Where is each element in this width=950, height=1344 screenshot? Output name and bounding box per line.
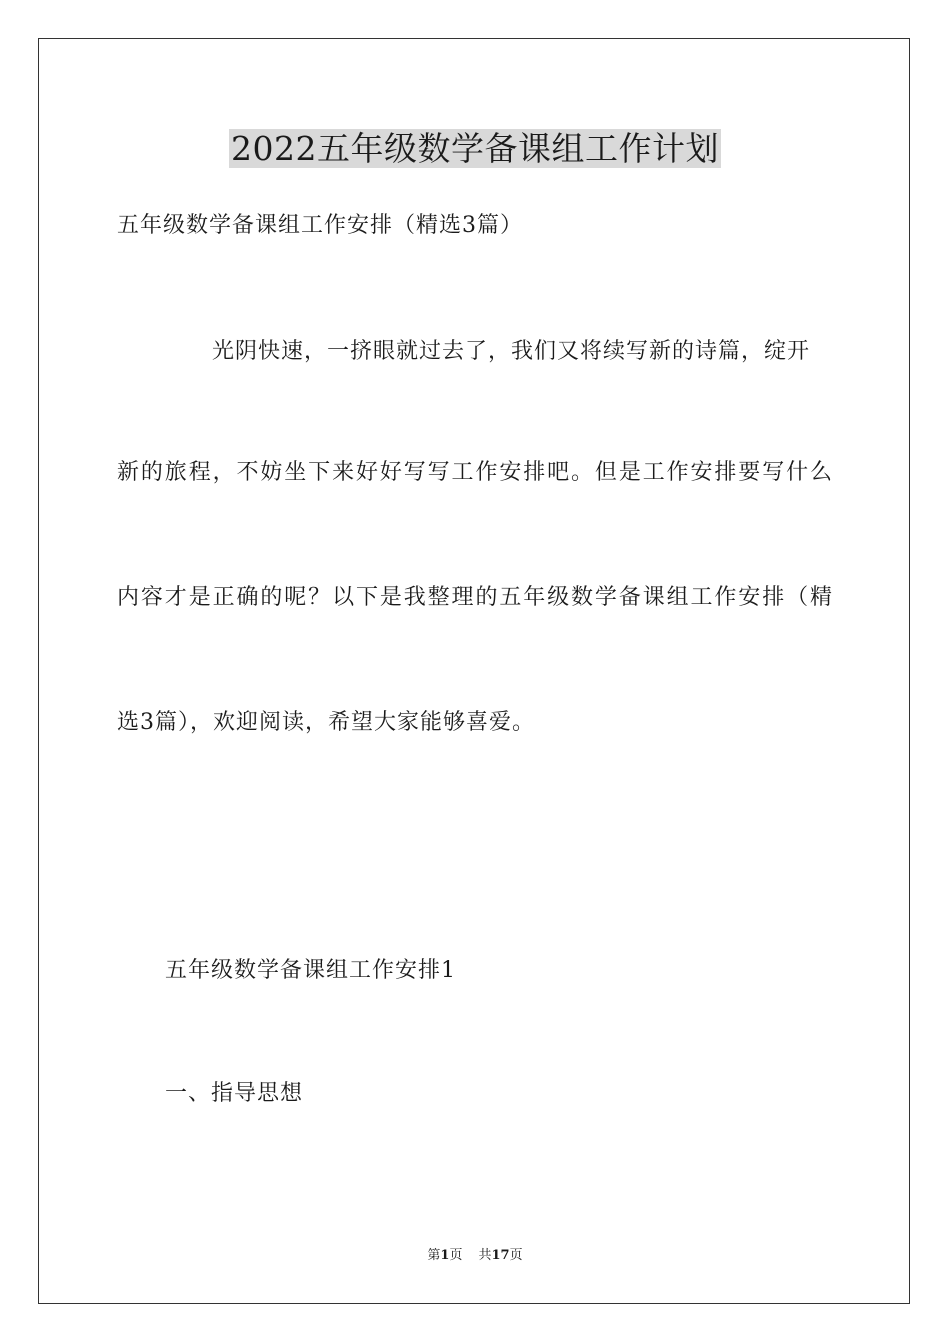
total-prefix: 共 bbox=[478, 1248, 492, 1263]
page-prefix: 第 bbox=[427, 1248, 441, 1263]
paragraph-line-1 bbox=[117, 337, 833, 367]
paragraph-line-3: 内容才是正确的呢？以下是我整理的五年级数学备课组工作安排（精 bbox=[117, 585, 833, 610]
page-footer bbox=[0, 1247, 950, 1265]
section-heading: 一、指导思想 bbox=[165, 1081, 304, 1106]
document-title bbox=[0, 127, 950, 171]
page-suffix: 页 bbox=[449, 1248, 463, 1263]
paragraph-line-4: 选3篇），欢迎阅读，希望大家能够喜爱。 bbox=[117, 710, 535, 735]
section-title: 五年级数学备课组工作安排1 bbox=[165, 958, 456, 983]
total-pages: 17 bbox=[491, 1248, 510, 1263]
paragraph-line-2: 新的旅程，不妨坐下来好好写写工作安排吧。但是工作安排要写什么 bbox=[117, 460, 833, 485]
page-number: 1 bbox=[440, 1248, 450, 1263]
document-subtitle: 五年级数学备课组工作安排（精选3篇） bbox=[117, 213, 523, 238]
total-suffix: 页 bbox=[509, 1248, 523, 1263]
document-title-text: 2022五年级数学备课组工作计划 bbox=[231, 129, 719, 168]
paragraph-line-1-text: 光阴快速，一挤眼就过去了，我们又将续写新的诗篇，绽开 bbox=[212, 339, 811, 364]
